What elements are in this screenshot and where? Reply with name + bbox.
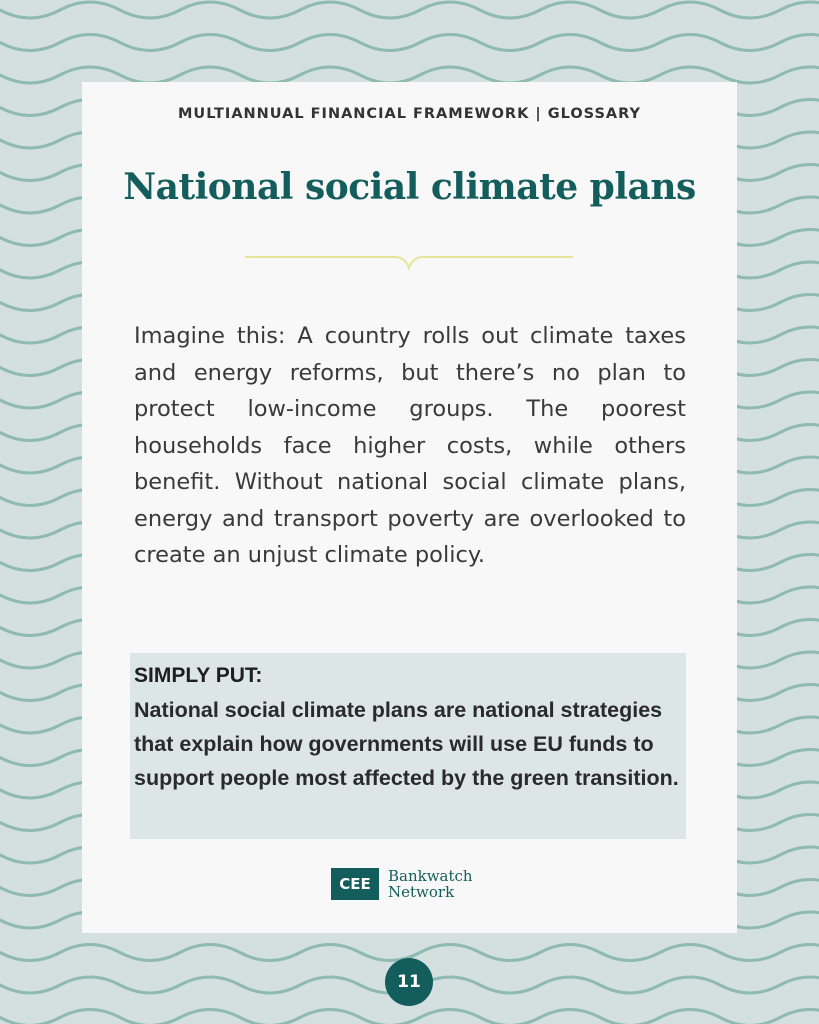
logo-box: CEE (331, 868, 379, 900)
simply-put-text: National social climate plans are national strategies that explain how governments will use EU funds to support people most affected by the green transition. (134, 698, 679, 790)
wave-line (0, 2, 819, 18)
wave-line (0, 67, 819, 83)
wave-line (0, 1010, 819, 1024)
wave-line (0, 35, 819, 51)
glossary-card (82, 82, 737, 933)
logo-line1: Bankwatch (388, 867, 473, 885)
divider-ornament (245, 250, 575, 276)
simply-put-box (130, 653, 686, 839)
page-number-badge: 11 (385, 958, 433, 1006)
page-title: National social climate plans (123, 166, 696, 208)
simply-put-heading: SIMPLY PUT: (134, 664, 263, 687)
body-text: Imagine this: A country rolls out climate taxes and energy reforms, but there’s no plan to protect low-income groups. The poorest households face higher costs, while others benefit. Without national social climate plans, energy and transport poverty are overlooked to create an unjust climate policy. (134, 323, 686, 568)
bankwatch-logo (331, 868, 473, 900)
section-kicker: MULTIANNUAL FINANCIAL FRAMEWORK | GLOSSARY (177, 106, 642, 122)
logo-name (388, 868, 473, 900)
logo-line2: Network (388, 883, 455, 901)
